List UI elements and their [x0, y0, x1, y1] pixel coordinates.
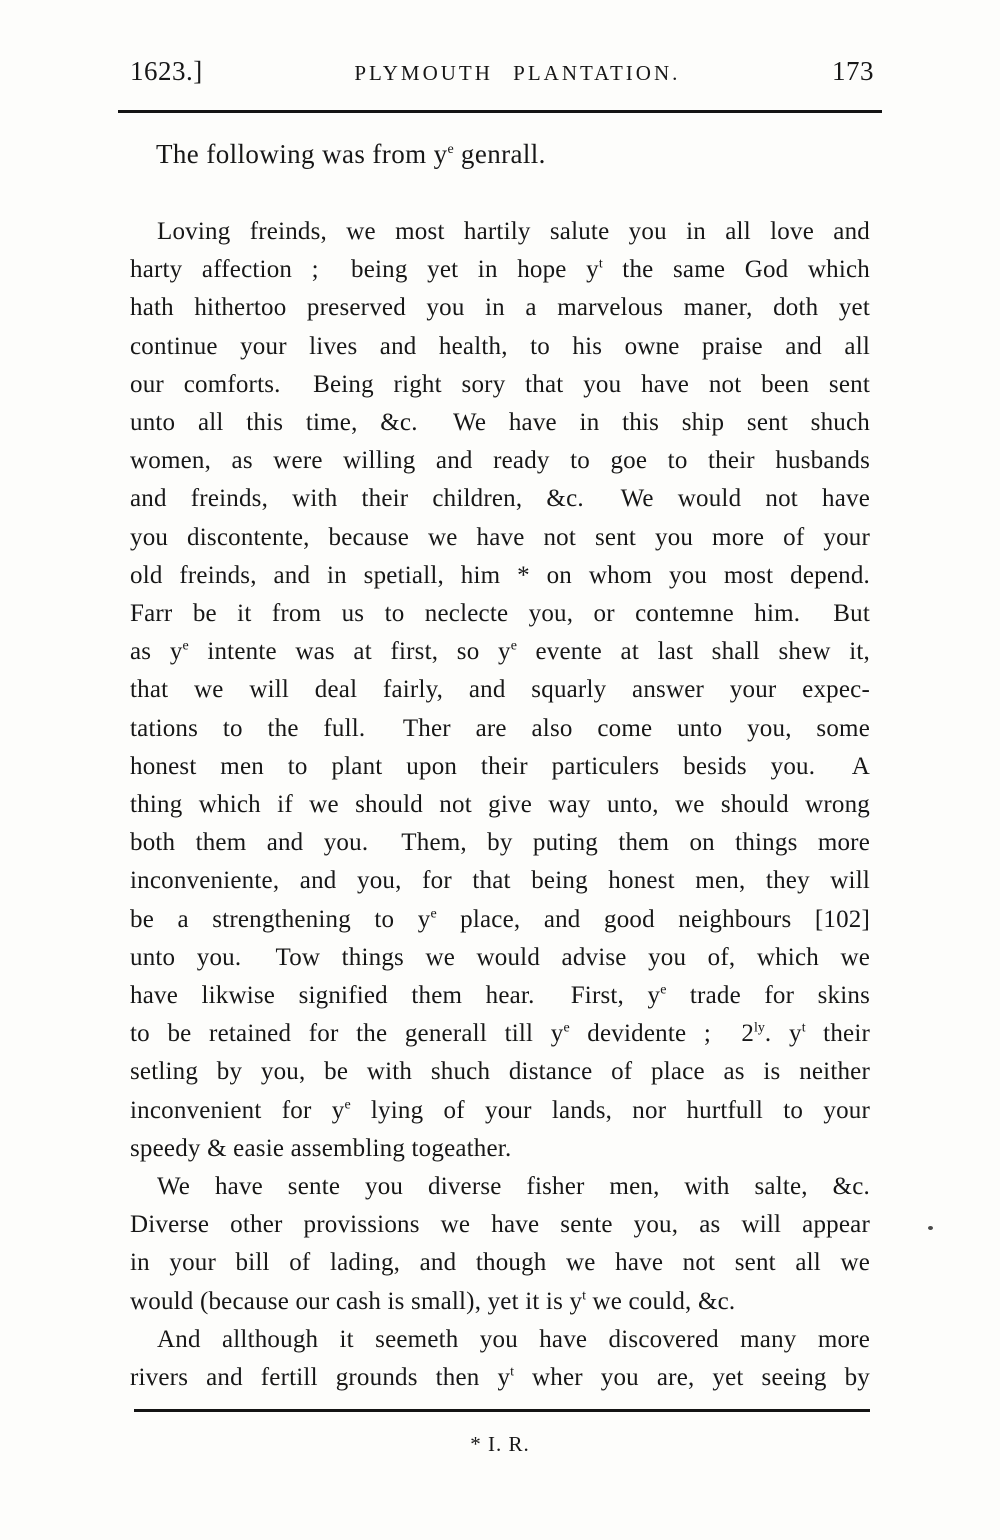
- superscript-text: t: [801, 1020, 806, 1036]
- text-line: [130, 1244, 870, 1282]
- line-text: Farr be it from us to neclecte you, or contemne him. But: [130, 600, 870, 628]
- line-text: And allthough it seemeth you have discovered many more: [157, 1325, 870, 1353]
- line-text: honest men to plant upon their particulers besids you. A: [130, 752, 870, 780]
- line-text: We have sente you diverse fisher men, with salte, &c.: [157, 1173, 870, 1201]
- scan-speck: [928, 1226, 933, 1230]
- line-text: setling by you, be with shuch distance of place as is neither: [130, 1058, 870, 1086]
- superscript-text: e: [344, 1097, 351, 1113]
- page-number: 173: [831, 56, 874, 86]
- line-text: speedy & easie assembling togeather.: [130, 1134, 512, 1162]
- heading-superscript: e: [447, 142, 454, 157]
- line-text: their: [805, 1020, 870, 1048]
- superscript-text: ly: [754, 1020, 765, 1036]
- line-text: we could, &c.: [586, 1287, 736, 1315]
- superscript-text: e: [510, 638, 517, 654]
- heading-text-end: genrall.: [453, 139, 546, 169]
- page-header: [130, 56, 874, 87]
- superscript-text: t: [582, 1288, 587, 1304]
- text-line: [130, 1321, 870, 1359]
- text-line: [130, 977, 870, 1015]
- text-line: [130, 404, 870, 442]
- line-text: continue your lives and health, to his owne praise and all: [130, 332, 870, 360]
- line-text: thing which if we should not give way unto, we should wrong: [130, 791, 870, 819]
- line-text: inconveniente, and you, for that being honest men, they will: [130, 867, 870, 895]
- text-line: [130, 862, 870, 900]
- text-line: [130, 1092, 870, 1130]
- line-text: in your bill of lading, and though we have not sent all we: [130, 1249, 870, 1277]
- superscript-text: e: [563, 1020, 570, 1036]
- line-text: rivers and fertill grounds then y: [130, 1364, 511, 1392]
- section-heading: [130, 139, 546, 170]
- text-line: [130, 1168, 870, 1206]
- superscript-text: t: [510, 1364, 515, 1380]
- line-text: as y: [130, 638, 183, 666]
- line-text: that we will deal fairly, and squarly answer your expec-: [130, 676, 870, 704]
- line-text: our comforts. Being right sory that you have not been sent: [130, 370, 870, 398]
- line-text: harty affection ; being yet in hope y: [130, 256, 599, 284]
- running-title: PLYMOUTH PLANTATION.: [354, 61, 681, 85]
- text-line: [130, 289, 870, 327]
- line-text: wher you are, yet seeing by: [514, 1364, 870, 1392]
- text-line: [130, 1015, 870, 1053]
- text-line: [130, 1130, 870, 1168]
- letter-body: [130, 213, 870, 1397]
- text-line: [130, 939, 870, 977]
- header-rule: [118, 110, 882, 113]
- line-text: unto you. Tow things we would advise you of, which we: [130, 943, 870, 971]
- line-text: and freinds, with their children, &c. We would not have: [130, 485, 870, 513]
- text-line: [130, 328, 870, 366]
- line-text: tations to the full. Ther are also come unto you, some: [130, 714, 870, 742]
- line-text: inconvenient for y: [130, 1096, 345, 1124]
- line-text: old freinds, and in spetiall, him * on whom you most depend.: [130, 561, 870, 589]
- superscript-text: e: [660, 982, 667, 998]
- line-text: evente at last shall shew it,: [516, 638, 870, 666]
- line-text: would (because our cash is small), yet it is y: [130, 1287, 583, 1315]
- footnote-rule: [134, 1409, 870, 1412]
- footnote: * I. R.: [470, 1432, 530, 1456]
- text-line: [130, 710, 870, 748]
- line-text: devidente ; 2: [569, 1020, 755, 1048]
- text-line: [130, 519, 870, 557]
- line-text: . y: [764, 1020, 802, 1048]
- text-line: [130, 901, 870, 939]
- text-line: [130, 213, 870, 251]
- text-line: [130, 366, 870, 404]
- text-line: [130, 1053, 870, 1091]
- line-text: intente was at first, so y: [188, 638, 511, 666]
- text-line: [130, 251, 870, 289]
- text-line: [130, 595, 870, 633]
- superscript-text: e: [430, 906, 437, 922]
- superscript-text: t: [598, 256, 603, 272]
- line-text: Diverse other provissions we have sente you, as will appear: [130, 1211, 870, 1239]
- line-text: lying of your lands, nor hurtfull to your: [350, 1096, 870, 1124]
- text-line: [130, 671, 870, 709]
- superscript-text: e: [182, 638, 189, 654]
- text-line: [130, 1359, 870, 1397]
- text-line: [130, 1206, 870, 1244]
- line-text: Loving freinds, we most hartily salute you in all love and: [157, 218, 870, 245]
- text-line: [130, 442, 870, 480]
- heading-text: The following was from y: [156, 139, 448, 169]
- line-text: place, and good neighbours [102]: [436, 905, 870, 933]
- header-year: 1623.]: [130, 56, 203, 86]
- text-line: [130, 480, 870, 518]
- line-text: both them and you. Them, by puting them on things more: [130, 829, 870, 857]
- text-line: [130, 557, 870, 595]
- line-text: the same God which: [602, 256, 870, 284]
- text-line: [130, 1283, 870, 1321]
- text-line: [130, 786, 870, 824]
- line-text: unto all this time, &c. We have in this ship sent shuch: [130, 409, 870, 437]
- line-text: to be retained for the generall till y: [130, 1020, 564, 1048]
- line-text: you discontente, because we have not sent you more of your: [130, 523, 870, 551]
- line-text: trade for skins: [666, 982, 870, 1010]
- text-line: [130, 633, 870, 671]
- line-text: women, as were willing and ready to goe to their husbands: [130, 447, 870, 475]
- text-line: [130, 824, 870, 862]
- line-text: have likwise signified them hear. First, y: [130, 982, 661, 1010]
- line-text: be a strengthening to y: [130, 905, 431, 933]
- text-line: [130, 748, 870, 786]
- line-text: hath hithertoo preserved you in a marvelous maner, doth yet: [130, 294, 870, 322]
